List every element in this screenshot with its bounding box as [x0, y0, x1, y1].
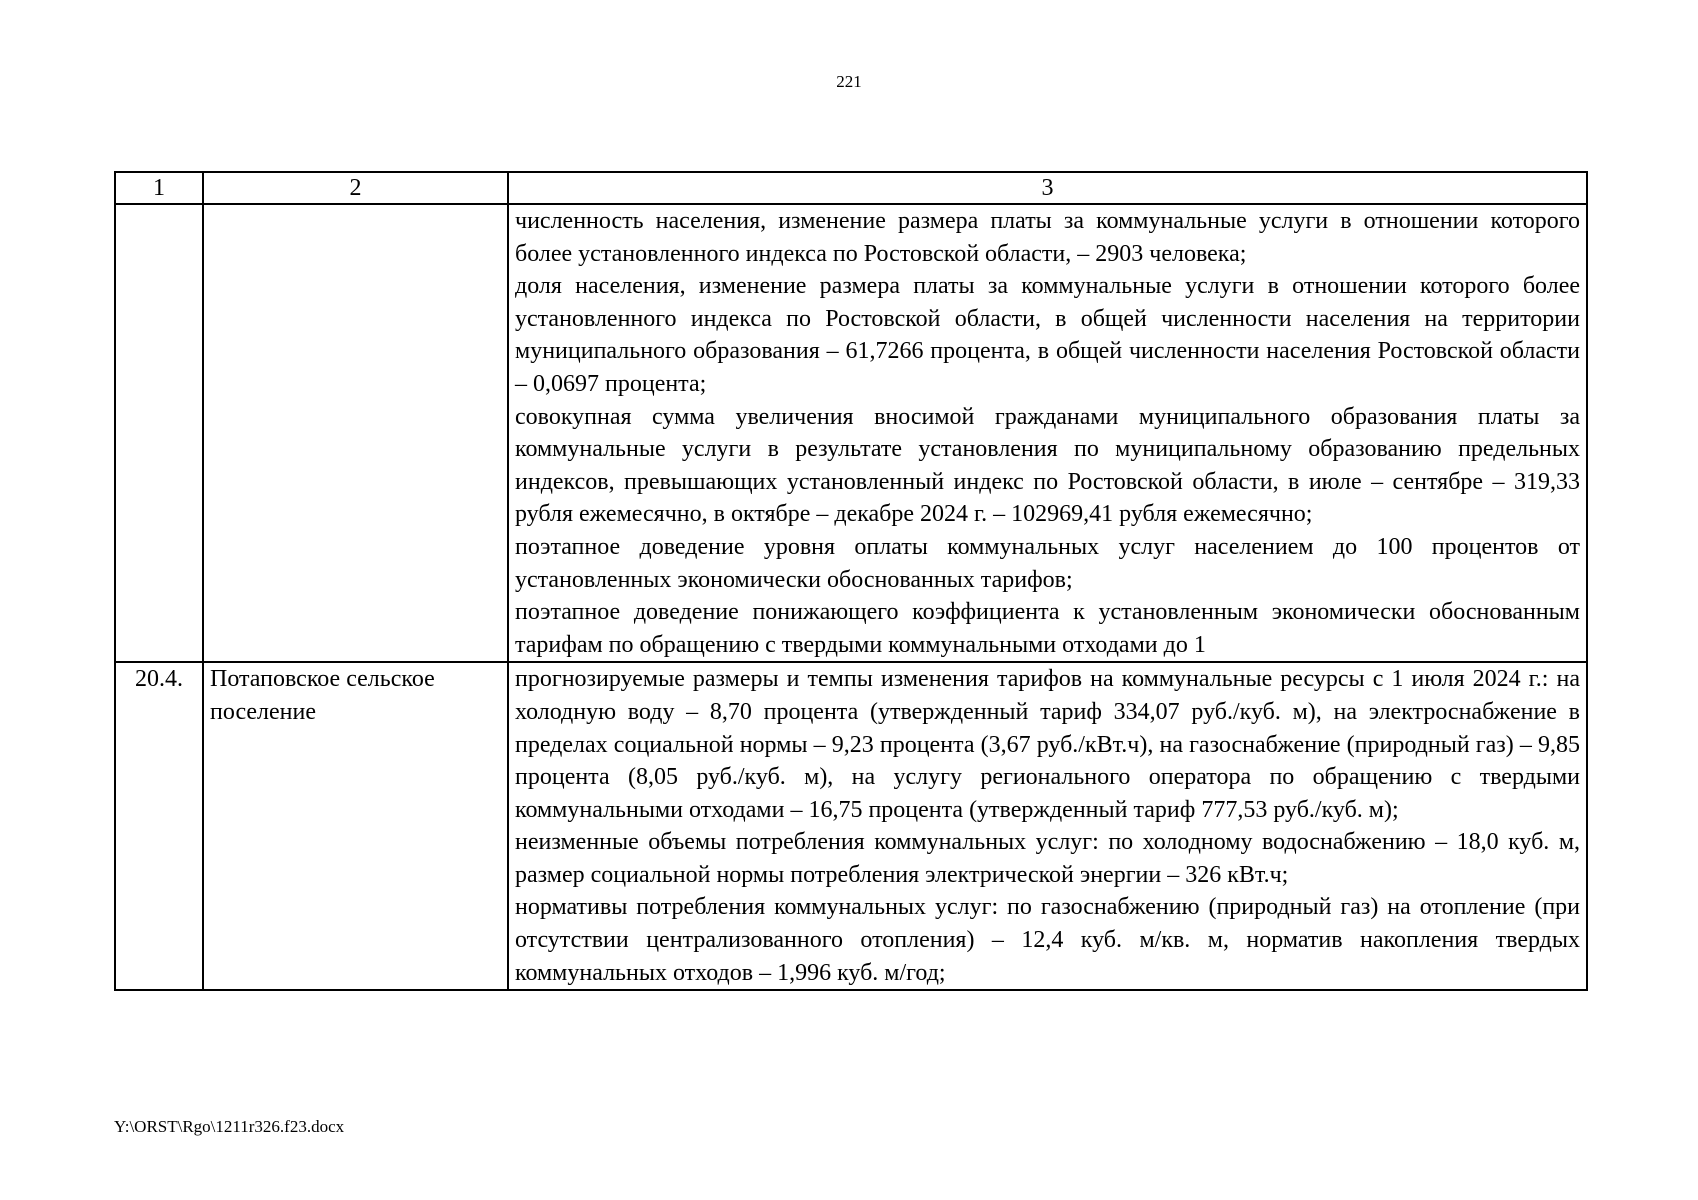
paragraph: поэтапное доведение понижающего коэффициента к установленным экономически обоснованным тарифам по обращению с твердыми коммунальными отходами до 1: [515, 599, 1580, 658]
column-header-3: 3: [508, 172, 1587, 204]
description-cell: [508, 204, 1587, 662]
row-number-cell: 20.4.: [115, 662, 203, 990]
footer-file-path: Y:\ORST\Rgo\1211r326.f23.docx: [114, 1117, 345, 1136]
table-row-20-4: [115, 662, 1587, 990]
column-header-2: 2: [203, 172, 508, 204]
paragraph: численность населения, изменение размера платы за коммунальные услуги в отношении которого более установленного индекса по Ростовской области, – 2903 человека;: [515, 208, 1580, 267]
row-number-cell: [115, 204, 203, 662]
settlement-name-cell: [203, 204, 508, 662]
table-row-continuation: [115, 204, 1587, 662]
paragraph: нормативы потребления коммунальных услуг: по газоснабжению (природный газ) на отопление (при отсутствии централизованного отопления) – 12,4 куб. м/кв. м, норматив накопления твердых коммунальных отходов – 1,996 куб. м/год;: [515, 894, 1580, 986]
page-number: 221: [836, 72, 862, 91]
column-header-1: 1: [115, 172, 203, 204]
table-header-row: [115, 172, 1587, 204]
paragraph: совокупная сумма увеличения вносимой гражданами муниципального образования платы за коммунальные услуги в результате установления по муниципальному образованию предельных индексов, превышающих установленный индекс по Ростовской области, в июле – сентябре – 319,33 рубля ежемесячно, в октябре – декабре 2024 г. – 102969,41 рубля ежемесячно;: [515, 403, 1580, 528]
paragraph: прогнозируемые размеры и темпы изменения тарифов на коммунальные ресурсы с 1 июля 2024 г.: на холодную воду – 8,70 процента (утвержденный тариф 334,07 руб./куб. м), на электроснабжение в пределах социальной нормы – 9,23 процента (3,67 руб./кВт.ч), на газоснабжение (природный газ) – 9,85 процента (8,05 руб./куб. м), на услугу регионального оператора по обращению с твердыми коммунальными отходами – 16,75 процента (утвержденный тариф 777,53 руб./куб. м);: [515, 666, 1580, 823]
data-table: [114, 171, 1588, 991]
paragraph: неизменные объемы потребления коммунальных услуг: по холодному водоснабжению – 18,0 куб. м, размер социальной нормы потребления электрической энергии – 326 кВт.ч;: [515, 829, 1580, 888]
description-cell: [508, 662, 1587, 990]
settlement-name-cell: Потаповское сельское поселение: [203, 662, 508, 990]
paragraph: поэтапное доведение уровня оплаты коммунальных услуг населением до 100 процентов от установленных экономически обоснованных тарифов;: [515, 533, 1580, 593]
paragraph: доля населения, изменение размера платы за коммунальные услуги в отношении которого более установленного индекса по Ростовской области, в общей численности населения на территории муниципального образования – 61,7266 процента, в общей численности населения Ростовской области – 0,0697 процента;: [515, 273, 1580, 397]
